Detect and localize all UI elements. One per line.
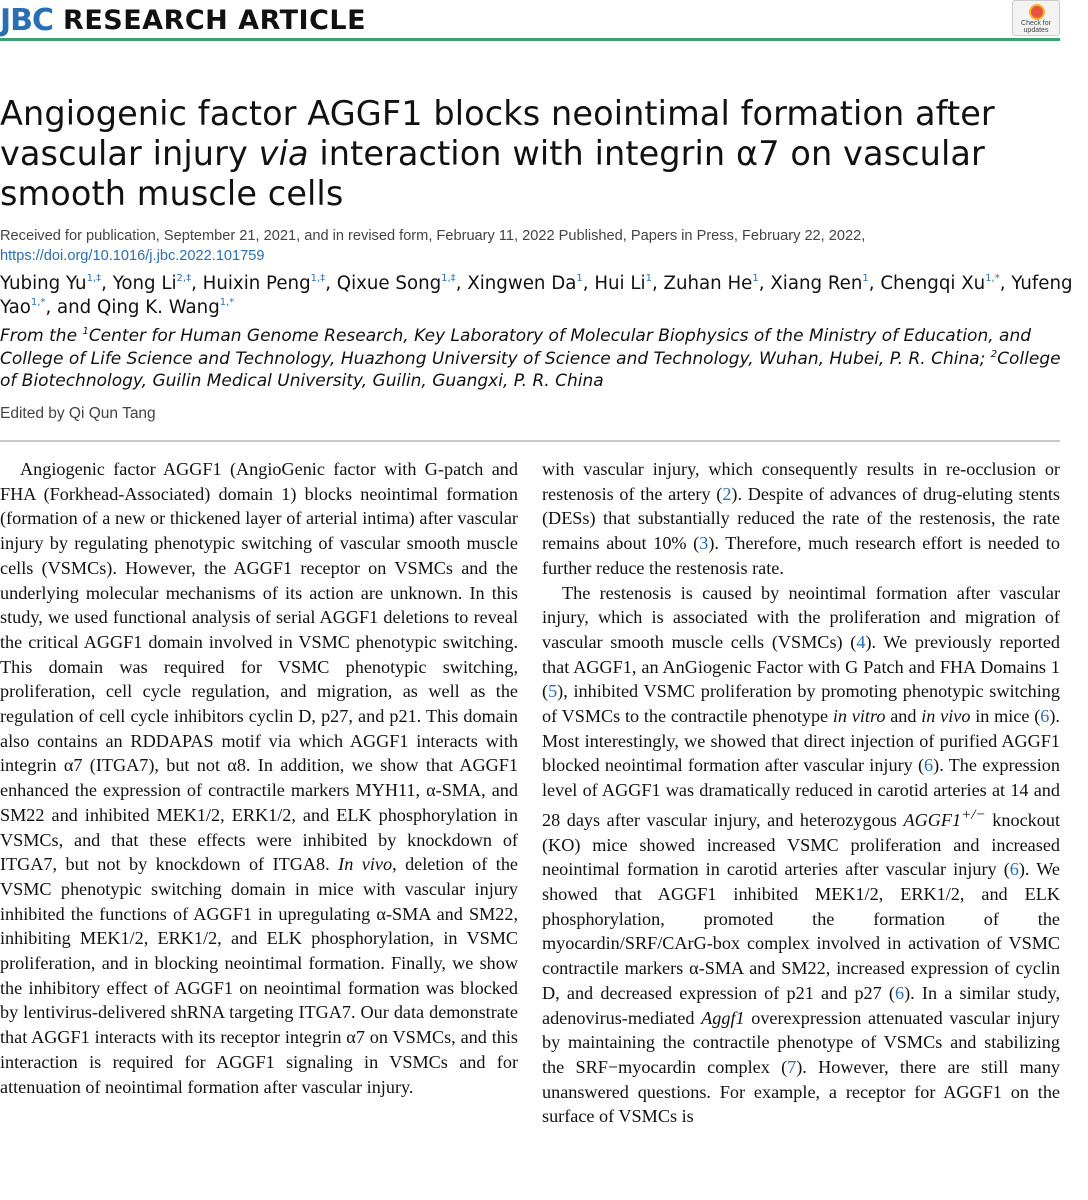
- author-name[interactable]: Qing K. Wang: [97, 297, 220, 318]
- author-name[interactable]: Chengqi Xu: [880, 273, 986, 294]
- citation-link[interactable]: 7: [787, 1056, 797, 1077]
- author-affiliation-marker: 1,*: [219, 297, 235, 308]
- author-name[interactable]: Hui Li: [594, 273, 646, 294]
- author-name[interactable]: Xingwen Da: [467, 273, 577, 294]
- author-affiliation-marker: 1,*: [985, 273, 1000, 284]
- citation-link[interactable]: 3: [699, 533, 709, 554]
- check-for-updates-button[interactable]: [1012, 0, 1060, 36]
- abstract-paragraph: [0, 457, 518, 1099]
- text-run: knockout (KO) mice showed increased VSMC proliferation and increased neointimal formation in carotid arteries after vascular injury (: [542, 809, 1060, 880]
- journal-logo[interactable]: [0, 2, 366, 38]
- italic-text: In vivo: [338, 854, 393, 875]
- section-label: RESEARCH ARTICLE: [63, 4, 367, 36]
- text-run: ). However, there are still many unanswered questions. For example, a receptor for AGGF1 on the surface of VSMCs is: [542, 1056, 1061, 1127]
- author-separator: ,: [758, 273, 771, 294]
- text-run: , deletion of the VSMC phenotypic switching domain in mice with vascular injury inhibited the functions of AGGF1 in upregulating α-SMA and SM22, inhibiting MEK1/2, ERK1/2, and ELK phosphorylation, in VSMC proliferation, and in blocking neointimal formation. Finally, we show the inhibitory effect of AGGF1 on neointimal formation was blocked by lentivirus-delivered shRNA targeting ITGA7. Our data demonstrate that AGGF1 interacts with its receptor integrin α7 on VSMCs, and this interaction is required for AGGF1 signaling in VSMCs and for attenuation of neointimal formation after vascular injury.: [0, 854, 518, 1097]
- received-dates: Received for publication, September 21, 2021, and in revised form, February 11, 2022 Published, Papers in Press, February 22, 2022,: [0, 228, 866, 244]
- author-affiliation-marker: 2,‡: [176, 273, 192, 284]
- intro-paragraph-1: [542, 457, 1060, 581]
- affiliation-marker-2: 2: [990, 348, 998, 360]
- text-run: and: [885, 706, 922, 727]
- text-run: with vascular injury, which consequently results in re-occlusion or restenosis of the artery (: [542, 459, 1060, 504]
- doi-link[interactable]: https://doi.org/10.1016/j.jbc.2022.101759: [0, 248, 265, 264]
- citation-link[interactable]: 4: [856, 631, 866, 652]
- author-name[interactable]: Yong Li: [112, 273, 177, 294]
- affiliation-1: Center for Human Genome Research, Key Laboratory of Molecular Biophysics of the Ministry of Education, and College of Life Science and Technology, Huazhong University of Science and Technology, Wuhan, Hubei, P. R. China;: [0, 326, 1032, 369]
- citation-link[interactable]: 2: [722, 483, 732, 504]
- text-run: ). Despite of advances of drug-eluting stents (DESs) that substantially reduced the rate of the restenosis, the rate remains about 10% (: [542, 483, 1061, 554]
- citation-link[interactable]: 6: [1040, 706, 1050, 727]
- author-affiliation-marker: 1: [752, 273, 759, 284]
- author-affiliation-marker: 1,‡: [441, 273, 456, 284]
- author-name[interactable]: Zuhan He: [663, 273, 753, 294]
- author-name[interactable]: Yufeng Yao: [0, 273, 1073, 318]
- title-italic: via: [258, 134, 309, 173]
- publication-history: [0, 226, 1080, 266]
- citation-link[interactable]: 6: [1009, 859, 1019, 880]
- author-separator: ,: [999, 273, 1012, 294]
- text-run: in mice (: [970, 706, 1041, 727]
- affiliation-prefix: From the: [0, 326, 83, 346]
- author-affiliation-marker: 1: [645, 273, 652, 284]
- title-part1: Angiogenic factor AGGF1 blocks neointimal formation after vascular injury: [0, 94, 995, 173]
- italic-text: AGGF1: [903, 809, 962, 830]
- text-run: ). The expression level of AGGF1 was dramatically reduced in carotid arteries at 14 and 28 days after vascular injury, and heterozygous: [542, 755, 1060, 830]
- author-name[interactable]: Qixue Song: [336, 273, 442, 294]
- citation-link[interactable]: 5: [548, 681, 558, 702]
- author-affiliation-marker: 1,‡: [310, 273, 326, 284]
- check-for-updates-label: Check for updates: [1021, 20, 1051, 34]
- abstract-column: [0, 457, 518, 1099]
- jbc-logo-text: JBC: [0, 2, 54, 38]
- author-separator: ,: [101, 273, 113, 294]
- text-run: The restenosis is caused by neointimal formation after vascular injury, which is associated with the proliferation and migration of vascular smooth muscle cells (VSMCs) (: [542, 582, 1060, 652]
- author-separator: ,: [651, 273, 664, 294]
- italic-text: Aggf1: [701, 1007, 745, 1028]
- crossmark-icon: [1029, 4, 1045, 20]
- title-part2: interaction with integrin α7 on vascular smooth muscle cells: [0, 134, 985, 213]
- section-divider: [0, 440, 1060, 442]
- text-run: ). We previously reported that AGGF1, an AnGiogenic Factor with G Patch and FHA Domains 1 (: [542, 631, 1060, 702]
- italic-text: in vitro: [832, 706, 886, 727]
- text-run: ). Most interestingly, we showed that direct injection of purified AGGF1 blocked neointimal formation after vascular injury (: [542, 706, 1060, 776]
- text-run: ). We showed that AGGF1 inhibited MEK1/2, ERK1/2, and ELK phosphorylation, promoted the formation of the myocardin/SRF/CArG-box complex involved in activation of VSMC contractile markers α-SMA and SM22, increased expression of cyclin D, and decreased expression of p21 and p27 (: [542, 859, 1060, 1003]
- text-run: ). In a similar study, adenovirus-mediated: [542, 982, 1060, 1028]
- text-run: ). Therefore, much research effort is needed to further reduce the restenosis rate.: [542, 533, 1061, 578]
- citation-link[interactable]: 6: [895, 982, 905, 1003]
- text-run: ), inhibited VSMC proliferation by promoting phenotypic switching of VSMCs to the contractile phenotype: [542, 681, 1060, 727]
- journal-header: [0, 0, 1088, 44]
- introduction-column: [542, 457, 1060, 1129]
- superscript-text: +/−: [961, 805, 986, 823]
- affiliation: [0, 325, 1080, 393]
- affiliation-marker-1: 1: [82, 326, 89, 337]
- author-list: [0, 272, 1080, 320]
- author-separator: , and: [45, 297, 97, 318]
- header-divider: [0, 38, 1060, 41]
- author-name[interactable]: Yubing Yu: [0, 273, 87, 294]
- author-affiliation-marker: 1,*: [30, 297, 46, 308]
- author-separator: ,: [325, 273, 337, 294]
- author-separator: ,: [191, 273, 203, 294]
- author-name[interactable]: Xiang Ren: [770, 273, 863, 294]
- author-separator: ,: [868, 273, 881, 294]
- article-title: [0, 94, 1080, 214]
- author-affiliation-marker: 1,‡: [86, 273, 102, 284]
- citation-link[interactable]: 6: [924, 755, 934, 776]
- italic-text: in vivo: [921, 706, 971, 727]
- author-separator: ,: [455, 273, 468, 294]
- intro-paragraph-2: [542, 581, 1060, 1130]
- author-name[interactable]: Huixin Peng: [202, 273, 311, 294]
- text-run: overexpression attenuated vascular injury by maintaining the contractile phenotype of VSMCs and stabilizing the SRF−myocardin complex (: [542, 1007, 1060, 1077]
- text-run: Angiogenic factor AGGF1 (AngioGenic factor with G-patch and FHA (Forkhead-Associated) domain 1) blocks neointimal formation (formation of a new or thickened layer of arterial intima) after vascular injury by regulating phenotypic switching of vascular smooth muscle cells (VSMCs). However, the AGGF1 receptor on VSMCs and the underlying molecular mechanisms of its action are unknown. In this study, we used functional analysis of serial AGGF1 deletions to reveal the critical AGGF1 domain involved in VSMC phenotypic switching. This domain was required for VSMC phenotypic switching, proliferation, cell cycle regulation, and migration, as well as the regulation of cell cycle inhibitors cyclin D, p27, and p21. This domain also contains an RDDAPAS motif via which AGGF1 interacts with integrin α7 (ITGA7), but not α8. In addition, we show that AGGF1 enhanced the expression of contractile markers MYH11, α-SMA, and SM22 and inhibited MEK1/2, ERK1/2, and ELK phosphorylation in VSMCs, and that these effects were inhibited by knockdown of ITGA7, but not by knockdown of ITGA8.: [0, 459, 518, 875]
- affiliation-2: College of Biotechnology, Guilin Medical University, Guilin, Guangxi, P. R. China: [0, 348, 1061, 391]
- author-separator: ,: [582, 273, 595, 294]
- author-affiliation-marker: 1: [862, 273, 869, 284]
- edited-by: Edited by Qi Qun Tang: [0, 405, 156, 422]
- author-affiliation-marker: 1: [576, 273, 583, 284]
